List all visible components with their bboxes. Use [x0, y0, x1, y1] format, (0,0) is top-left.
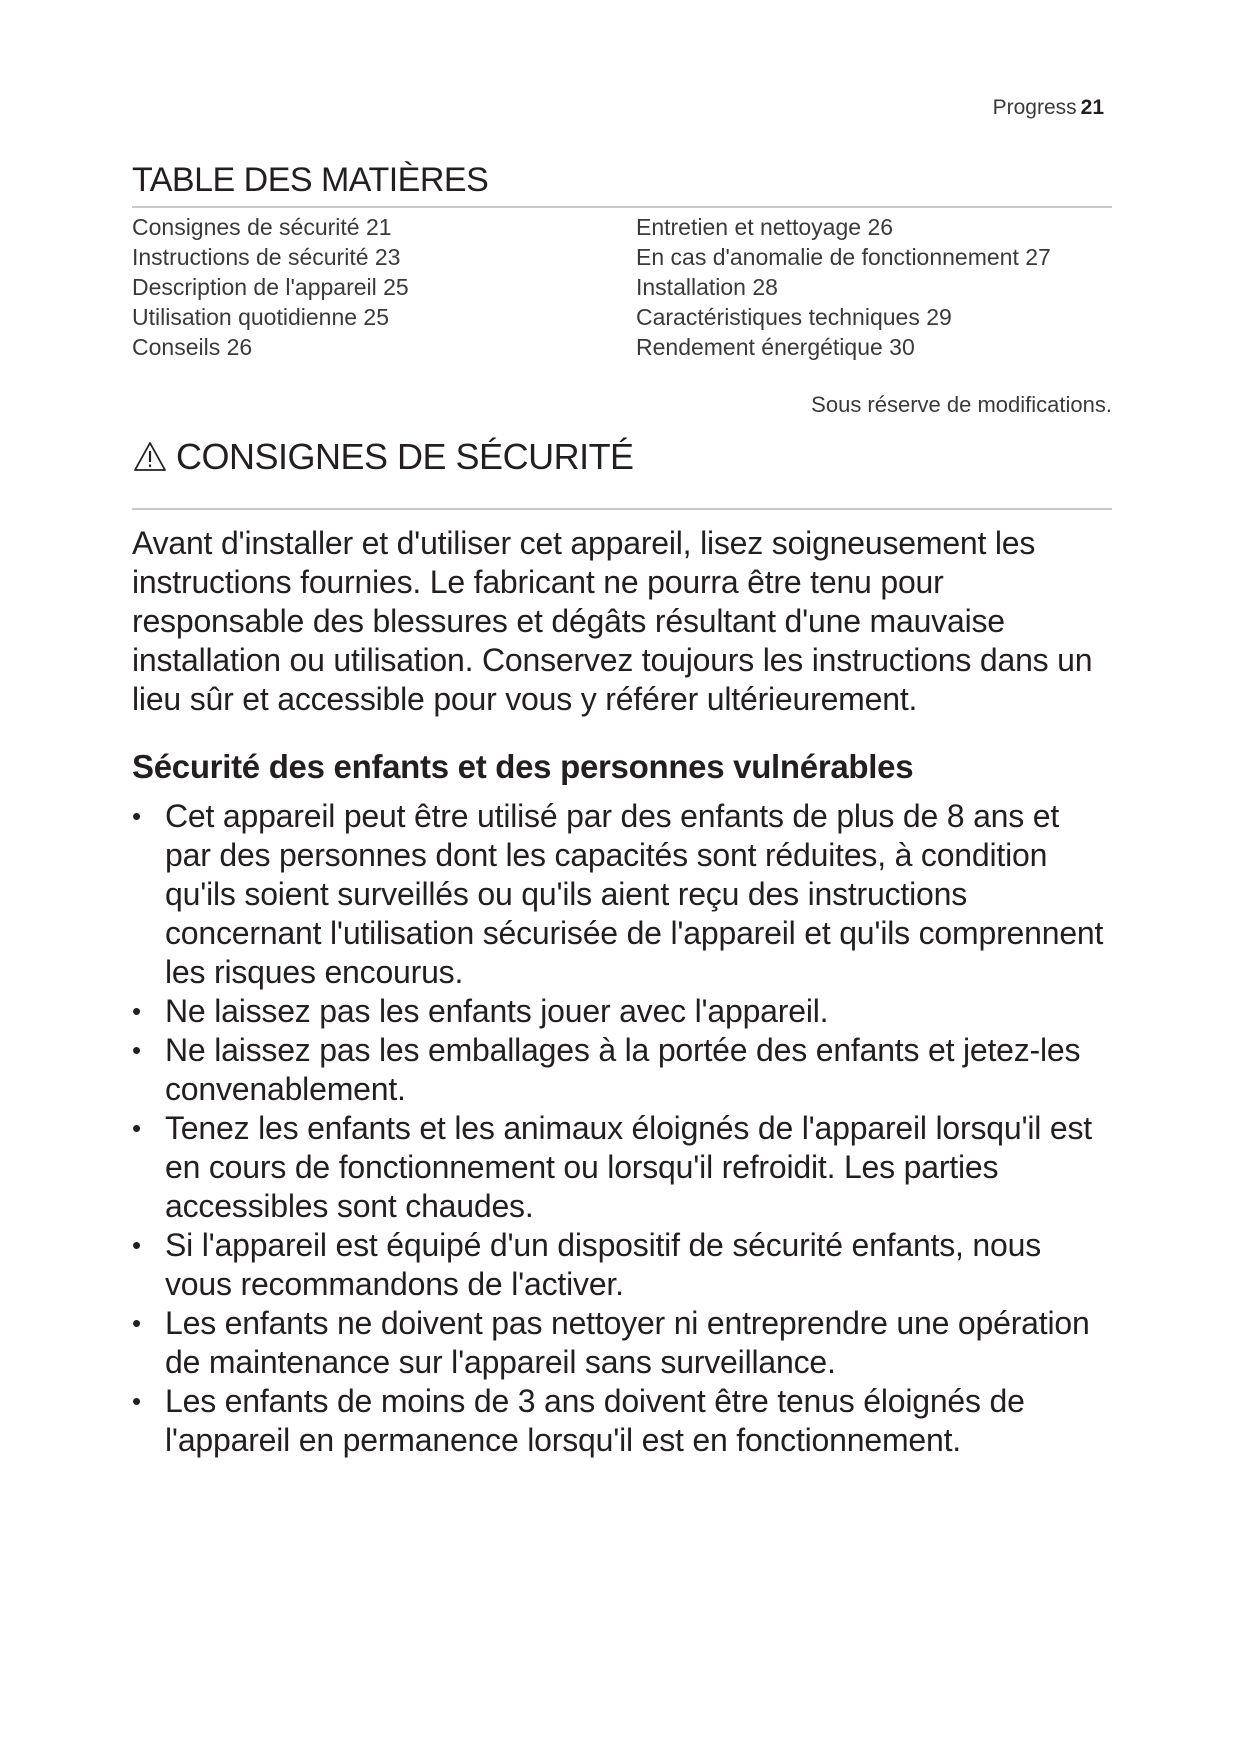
- list-item: • Tenez les enfants et les animaux éloignés de l'appareil lorsqu'il est en cours de fonctionnement ou lorsqu'il refroidit. Les parties accessibles sont chaudes.: [132, 1109, 1092, 1224]
- toc-item: Instructions de sécurité 23: [132, 244, 401, 270]
- toc-right-column: [636, 212, 1112, 362]
- children-safety-title: Sécurité des enfants et des personnes vulnérables: [132, 747, 914, 785]
- toc-title: TABLE DES MATIÈRES: [132, 161, 489, 199]
- toc-item: Rendement énergétique 30: [636, 334, 915, 360]
- page-header: [993, 96, 1104, 120]
- toc-item: Utilisation quotidienne 25: [132, 304, 390, 330]
- bullet-icon: •: [132, 995, 141, 1026]
- product-name: Progress: [992, 96, 1077, 119]
- list-item: • Les enfants de moins de 3 ans doivent être tenus éloignés de l'appareil en permanence lorsqu'il est en fonctionnement.: [132, 1382, 1025, 1458]
- reserve-note: Sous réserve de modifications.: [811, 392, 1112, 417]
- list-item: • Si l'appareil est équipé d'un dispositif de sécurité enfants, nous vous recommandons de l'activer.: [132, 1226, 1042, 1302]
- bullet-icon: •: [132, 1112, 141, 1143]
- children-safety-list: [132, 797, 1112, 1460]
- list-item: • Ne laissez pas les emballages à la portée des enfants et jetez-les convenablement.: [132, 1031, 1081, 1107]
- bullet-icon: •: [132, 1229, 141, 1260]
- list-item: • Les enfants ne doivent pas nettoyer ni entreprendre une opération de maintenance sur l'appareil sans surveillance.: [132, 1304, 1090, 1380]
- toc-item: En cas d'anomalie de fonctionnement 27: [636, 244, 1051, 270]
- list-item: • Cet appareil peut être utilisé par des enfants de plus de 8 ans et par des personnes dont les capacités sont réduites, à condition qu'ils soient surveillés ou qu'ils aient reçu des instructions concernant l'utilisation sécurisée de l'appareil et qu'ils comprennent les risques encourus.: [132, 797, 1104, 990]
- toc-item: Conseils 26: [132, 334, 253, 360]
- bullet-icon: •: [132, 800, 141, 831]
- bullet-icon: •: [132, 1307, 141, 1338]
- list-item: • Ne laissez pas les enfants jouer avec l'appareil.: [132, 992, 829, 1029]
- safety-divider: [132, 508, 1112, 510]
- toc-item: Installation 28: [636, 274, 778, 300]
- safety-title-text: CONSIGNES DE SÉCURITÉ: [176, 436, 634, 477]
- toc-item: Entretien et nettoyage 26: [636, 214, 894, 240]
- toc-left-column: [132, 212, 636, 362]
- toc-item: Consignes de sécurité 21: [132, 214, 392, 240]
- toc-divider: [132, 206, 1112, 208]
- bullet-icon: •: [132, 1385, 141, 1416]
- toc-item: Caractéristiques techniques 29: [636, 304, 952, 330]
- table-of-contents: [132, 212, 1112, 362]
- toc-item: Description de l'appareil 25: [132, 274, 409, 300]
- warning-triangle-icon: [132, 440, 168, 474]
- safety-section-title: [132, 436, 1112, 478]
- page-content: [132, 160, 1112, 1460]
- safety-intro: Avant d'installer et d'utiliser cet appareil, lisez soigneusement les instructions fournies. Le fabricant ne pourra être tenu pour responsable des blessures et dégâts résultant d'une mauvaise installation ou utilisation. Conservez toujours les instructions dans un lieu sûr et accessible pour vous y référer ultérieurement.: [132, 524, 1093, 717]
- bullet-icon: •: [132, 1034, 141, 1065]
- page-number: 21: [1080, 96, 1104, 119]
